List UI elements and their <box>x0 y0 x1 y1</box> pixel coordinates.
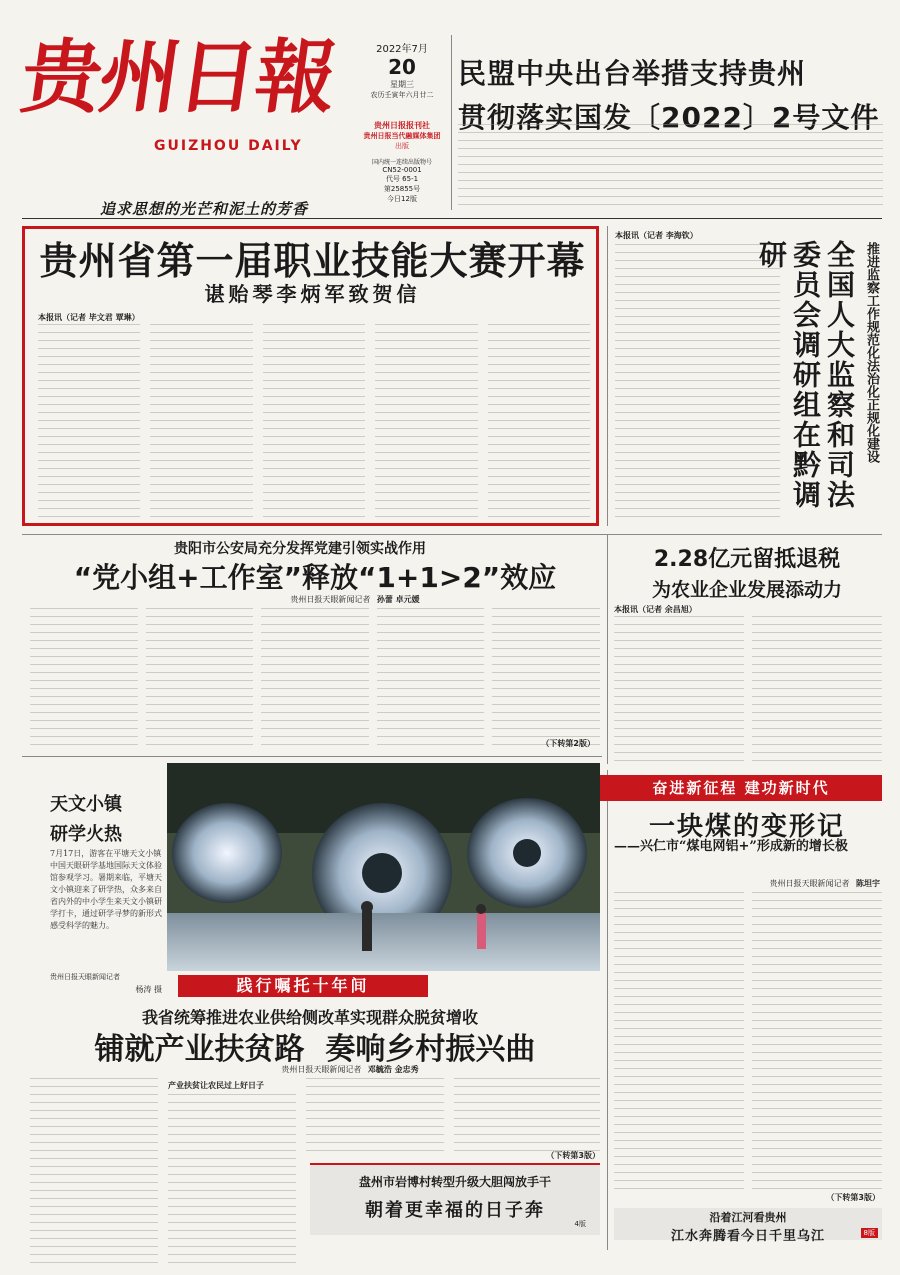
river-box <box>614 1208 882 1244</box>
coal-headline: 一块煤的变形记 <box>648 812 845 842</box>
npc-headline: 全国人大监察和司法委员会调研组在黔调研 <box>755 240 856 510</box>
tax-body <box>614 616 882 764</box>
top-right-body <box>458 124 883 212</box>
lead-headline: 贵州省第一届职业技能大赛开幕 <box>39 239 586 283</box>
masthead-slogan: 追求思想的光芒和泥土的芳香 <box>100 200 309 218</box>
poverty-byline-names: 邓毓浩 金忠秀 <box>367 1065 419 1074</box>
logo-pinyin: GUIZHOU DAILY <box>154 138 303 154</box>
poverty-continued: （下转第3版） <box>546 1151 600 1160</box>
poverty-body-col3 <box>306 1078 444 1158</box>
issue-box <box>357 40 447 210</box>
party-headline: “党小组+工作室”释放“1+1>2”效应 <box>73 561 557 594</box>
npc-byline: 本报讯（记者 李海钦） <box>615 231 698 240</box>
coal-byline-name: 陈坦宇 <box>856 879 880 888</box>
coal-subhead: ——兴仁市“煤电网铝+”形成新的增长极 <box>614 839 848 854</box>
photo-title <box>50 790 160 846</box>
mission-banner: 践行嘱托十年间 <box>178 975 428 997</box>
lunar-date: 农历壬寅年六月廿二 <box>370 91 434 99</box>
news-photo <box>167 763 600 971</box>
date-day: 20 <box>388 55 416 79</box>
coal-continued: （下转第3版） <box>826 1193 880 1202</box>
tax-headline-line2: 为农业企业发展添动力 <box>651 579 842 601</box>
panzhou-box <box>310 1163 600 1235</box>
coal-byline-source: 贵州日报天眼新闻记者 <box>769 879 850 888</box>
cn-label: 国内统一连续出版物号 <box>371 159 432 166</box>
coal-body <box>614 892 882 1192</box>
poverty-kicker: 我省统筹推进农业供给侧改革实现群众脱贫增收 <box>141 1008 478 1027</box>
poverty-byline <box>240 1064 460 1075</box>
photo-illustration <box>167 763 600 971</box>
party-byline <box>240 594 470 605</box>
masthead-logo <box>15 22 352 172</box>
publisher-line1: 贵州日报报刊社 <box>374 120 430 130</box>
photo-title-line2: 研学火热 <box>50 824 122 845</box>
river-page-ref: 8版 <box>861 1228 878 1238</box>
party-kicker: 贵阳市公安局充分发挥党建引领实战作用 <box>174 541 426 557</box>
cn-number: CN52-0001 <box>382 166 422 174</box>
poverty-body-col2 <box>168 1094 296 1268</box>
party-byline-names: 孙蕾 卓元媛 <box>376 595 420 604</box>
photo-credit <box>50 972 162 995</box>
poverty-section-head: 产业扶贫让农民过上好日子 <box>168 1081 264 1090</box>
publisher-line3: 出版 <box>395 142 409 150</box>
weekday: 星期三 <box>390 80 414 89</box>
tax-headline-line1: 2.28亿元留抵退税 <box>653 547 841 572</box>
party-body <box>30 608 600 748</box>
panzhou-page-ref: 4版 <box>574 1220 586 1228</box>
panzhou-line2: 朝着更幸福的日子奔 <box>365 1200 545 1221</box>
headline-line2: 贯彻落实国发〔2022〕2号文件 <box>458 101 880 134</box>
npc-subhead: 推进监察工作规范化法治化正规化建设 <box>864 242 879 463</box>
photo-credit-source: 贵州日报天眼新闻记者 <box>50 973 120 981</box>
poverty-byline-source: 贵州日报天眼新闻记者 <box>281 1065 362 1074</box>
post-code: 代号 65-1 <box>385 175 419 183</box>
river-line1: 沿着江河看贵州 <box>709 1211 787 1224</box>
photo-caption: 7月17日，游客在平塘天文小镇中国天眼研学基地国际天文体验馆参观学习。暑期来临，平塘天文小镇迎来了研学热，众多来自省内外的中小学生来天文小镇研学打卡，通过研学寻梦的新形式感受科学的魅力。 <box>50 849 162 930</box>
panzhou-line1: 盘州市岩博村转型升级大胆闯放手干 <box>358 1175 551 1189</box>
tax-headline <box>612 542 882 602</box>
page-count: 今日12版 <box>387 195 417 203</box>
npc-body <box>615 244 780 524</box>
logo-text: 贵州日報 <box>15 30 341 124</box>
issue-number: 第25855号 <box>383 185 421 193</box>
poverty-body-col1 <box>30 1078 158 1268</box>
lead-subhead: 谌贻琴李炳军致贺信 <box>204 282 421 306</box>
party-continued: （下转第2版） <box>541 739 595 748</box>
date-year-month: 2022年7月 <box>376 44 428 55</box>
coal-byline <box>660 878 880 889</box>
photo-title-line1: 天文小镇 <box>50 794 122 815</box>
river-line2: 江水奔腾看今日千里乌江 <box>670 1229 825 1244</box>
party-byline-source: 贵州日报天眼新闻记者 <box>290 595 371 604</box>
publisher-line2: 贵州日报当代融媒体集团 <box>363 131 441 140</box>
lead-byline: 本报讯（记者 毕文君 覃琳） <box>38 313 140 322</box>
tax-byline: 本报讯（记者 余昌旭） <box>614 605 697 614</box>
poverty-body-col4 <box>454 1078 600 1158</box>
lead-body <box>38 324 590 520</box>
headline-line1: 民盟中央出台举措支持贵州 <box>458 57 807 90</box>
photo-credit-name: 杨涛 摄 <box>135 985 162 994</box>
coal-banner: 奋进新征程 建功新时代 <box>600 775 882 801</box>
poverty-headline: 铺就产业扶贫路 奏响乡村振兴曲 <box>94 1032 536 1067</box>
